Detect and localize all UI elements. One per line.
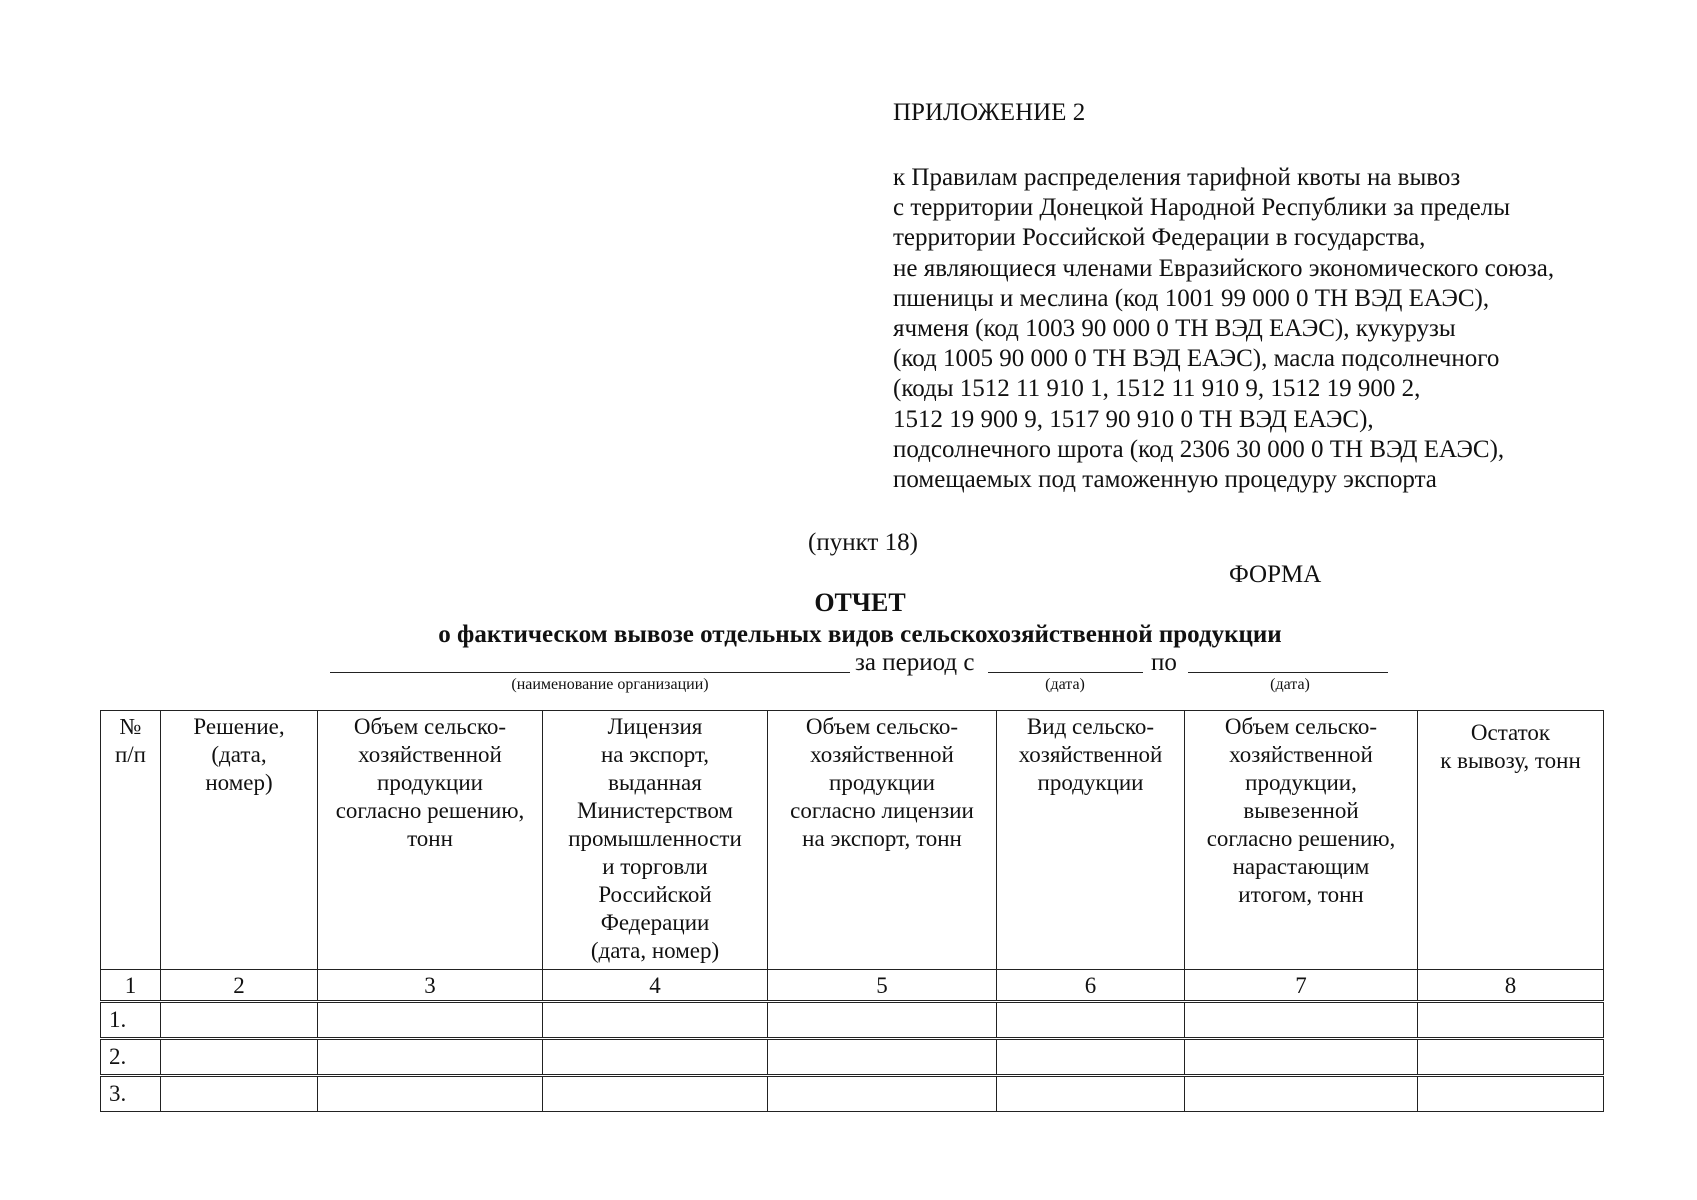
header-line: Объем сельско- <box>805 714 959 739</box>
header-line: и торговли <box>602 854 708 879</box>
header-line: Лицензия <box>607 714 703 739</box>
appendix-line: пшеницы и меслина (код 1001 99 000 0 ТН ВЭД ЕАЭС), <box>893 284 1490 312</box>
table-cell[interactable] <box>543 1076 768 1112</box>
header-line: Остаток <box>1470 720 1551 745</box>
header-line: хозяйственной <box>1018 742 1163 767</box>
table-row <box>101 1039 1604 1076</box>
header-line: на экспорт, тонн <box>802 826 962 851</box>
column-number: 1 <box>101 970 161 1002</box>
appendix-line: (код 1005 90 000 0 ТН ВЭД ЕАЭС), масла подсолнечного <box>893 345 1500 373</box>
column-number: 3 <box>318 970 543 1002</box>
header-line: продукции <box>377 770 483 795</box>
table-cell[interactable] <box>997 1076 1185 1112</box>
table-cell[interactable] <box>318 1039 543 1076</box>
appendix-line: с территории Донецкой Народной Республики за пределы <box>893 194 1511 222</box>
header-volume-by-license <box>768 711 997 970</box>
header-volume-by-decision <box>318 711 543 970</box>
appendix-line: не являющиеся членами Евразийского экономического союза, <box>893 254 1555 282</box>
table-cell[interactable] <box>318 1002 543 1039</box>
report-subtitle: о фактическом вывозе отдельных видов сельскохозяйственной продукции <box>438 621 1282 648</box>
table-cell[interactable] <box>543 1002 768 1039</box>
header-line: вывезенной <box>1243 798 1359 823</box>
appendix-line: к Правилам распределения тарифной квоты на вывоз <box>893 164 1461 191</box>
header-line: нарастающим <box>1232 854 1370 879</box>
header-line: (дата, <box>211 742 267 767</box>
header-line: согласно лицензии <box>790 798 974 823</box>
header-line: Российской <box>598 882 712 907</box>
table-cell[interactable] <box>768 1002 997 1039</box>
organization-caption: (наименование организации) <box>511 676 709 693</box>
header-row-number <box>101 711 161 970</box>
column-number: 4 <box>543 970 768 1002</box>
appendix-line: ячменя (код 1003 90 000 0 ТН ВЭД ЕАЭС), кукурузы <box>893 315 1456 343</box>
appendix-line: помещаемых под таможенную процедуру экспорта <box>893 466 1437 494</box>
header-line: Объем сельско- <box>353 714 507 739</box>
header-exported-volume <box>1185 711 1418 970</box>
date-from-field[interactable] <box>988 672 1143 673</box>
table-cell[interactable] <box>1185 1076 1418 1112</box>
header-line: (дата, номер) <box>590 938 720 963</box>
appendix-description <box>893 163 1673 495</box>
header-line: хозяйственной <box>358 742 502 767</box>
table-cell[interactable] <box>1418 1039 1604 1076</box>
report-table <box>100 710 1604 1112</box>
appendix-line: (коды 1512 11 910 1, 1512 11 910 9, 1512 19 900 2, <box>893 375 1421 403</box>
table-cell[interactable] <box>997 1002 1185 1039</box>
table-header-row <box>101 711 1604 970</box>
header-line: п/п <box>114 742 146 767</box>
organization-name-field[interactable] <box>330 672 850 673</box>
header-line: Вид сельско- <box>1026 714 1155 739</box>
header-line: хозяйственной <box>810 742 954 767</box>
header-line: № <box>119 714 142 739</box>
header-remaining <box>1418 711 1604 970</box>
header-line: продукции <box>1037 770 1144 795</box>
header-line: продукции, <box>1245 770 1357 795</box>
header-line: согласно решению, <box>1206 826 1396 851</box>
header-product-type <box>997 711 1185 970</box>
table-row <box>101 1076 1604 1112</box>
period-to-label: по <box>1151 649 1177 676</box>
column-numbers-row <box>101 970 1604 1002</box>
header-line: продукции <box>829 770 935 795</box>
date-to-caption: (дата) <box>1270 676 1310 693</box>
header-line: Федерации <box>600 910 710 935</box>
header-decision <box>161 711 318 970</box>
point-reference: (пункт 18) <box>808 529 918 556</box>
table-cell[interactable] <box>161 1002 318 1039</box>
date-to-field[interactable] <box>1188 672 1388 673</box>
column-number: 7 <box>1185 970 1418 1002</box>
table-cell[interactable] <box>997 1039 1185 1076</box>
appendix-line: подсолнечного шрота (код 2306 30 000 0 ТН ВЭД ЕАЭС), <box>893 435 1505 463</box>
table-cell[interactable] <box>1185 1039 1418 1076</box>
table-cell[interactable] <box>543 1039 768 1076</box>
form-label: ФОРМА <box>1229 561 1322 588</box>
appendix-line: 1512 19 900 9, 1517 90 910 0 ТН ВЭД ЕАЭС), <box>893 405 1374 433</box>
header-line: номер) <box>205 770 273 795</box>
appendix-line: территории Российской Федерации в государства, <box>893 224 1426 252</box>
header-line: Решение, <box>193 714 285 739</box>
row-number: 1. <box>101 1002 161 1039</box>
table-cell[interactable] <box>318 1076 543 1112</box>
header-line: на экспорт, <box>600 742 710 767</box>
header-line: Министерством <box>577 798 733 823</box>
header-line: итогом, тонн <box>1238 882 1364 907</box>
table-cell[interactable] <box>1418 1076 1604 1112</box>
appendix-title: ПРИЛОЖЕНИЕ 2 <box>893 99 1086 126</box>
column-number: 6 <box>997 970 1185 1002</box>
row-number: 3. <box>101 1076 161 1112</box>
header-line: к вывозу, тонн <box>1440 748 1581 773</box>
table-cell[interactable] <box>1418 1002 1604 1039</box>
header-line: Объем сельско- <box>1224 714 1378 739</box>
header-line: выданная <box>608 770 702 795</box>
column-number: 8 <box>1418 970 1604 1002</box>
row-number: 2. <box>101 1039 161 1076</box>
header-line: согласно решению, <box>335 798 525 823</box>
report-title: ОТЧЕТ <box>814 588 906 617</box>
table-cell[interactable] <box>161 1039 318 1076</box>
table-cell[interactable] <box>161 1076 318 1112</box>
header-export-license <box>543 711 768 970</box>
period-from-label: за период с <box>855 649 975 676</box>
header-line: тонн <box>407 826 453 851</box>
table-cell[interactable] <box>768 1076 997 1112</box>
table-cell[interactable] <box>1185 1002 1418 1039</box>
header-line: промышленности <box>568 826 742 851</box>
column-number: 2 <box>161 970 318 1002</box>
table-cell[interactable] <box>768 1039 997 1076</box>
header-line: хозяйственной <box>1229 742 1373 767</box>
column-number: 5 <box>768 970 997 1002</box>
date-from-caption: (дата) <box>1045 676 1085 693</box>
table-row <box>101 1002 1604 1039</box>
